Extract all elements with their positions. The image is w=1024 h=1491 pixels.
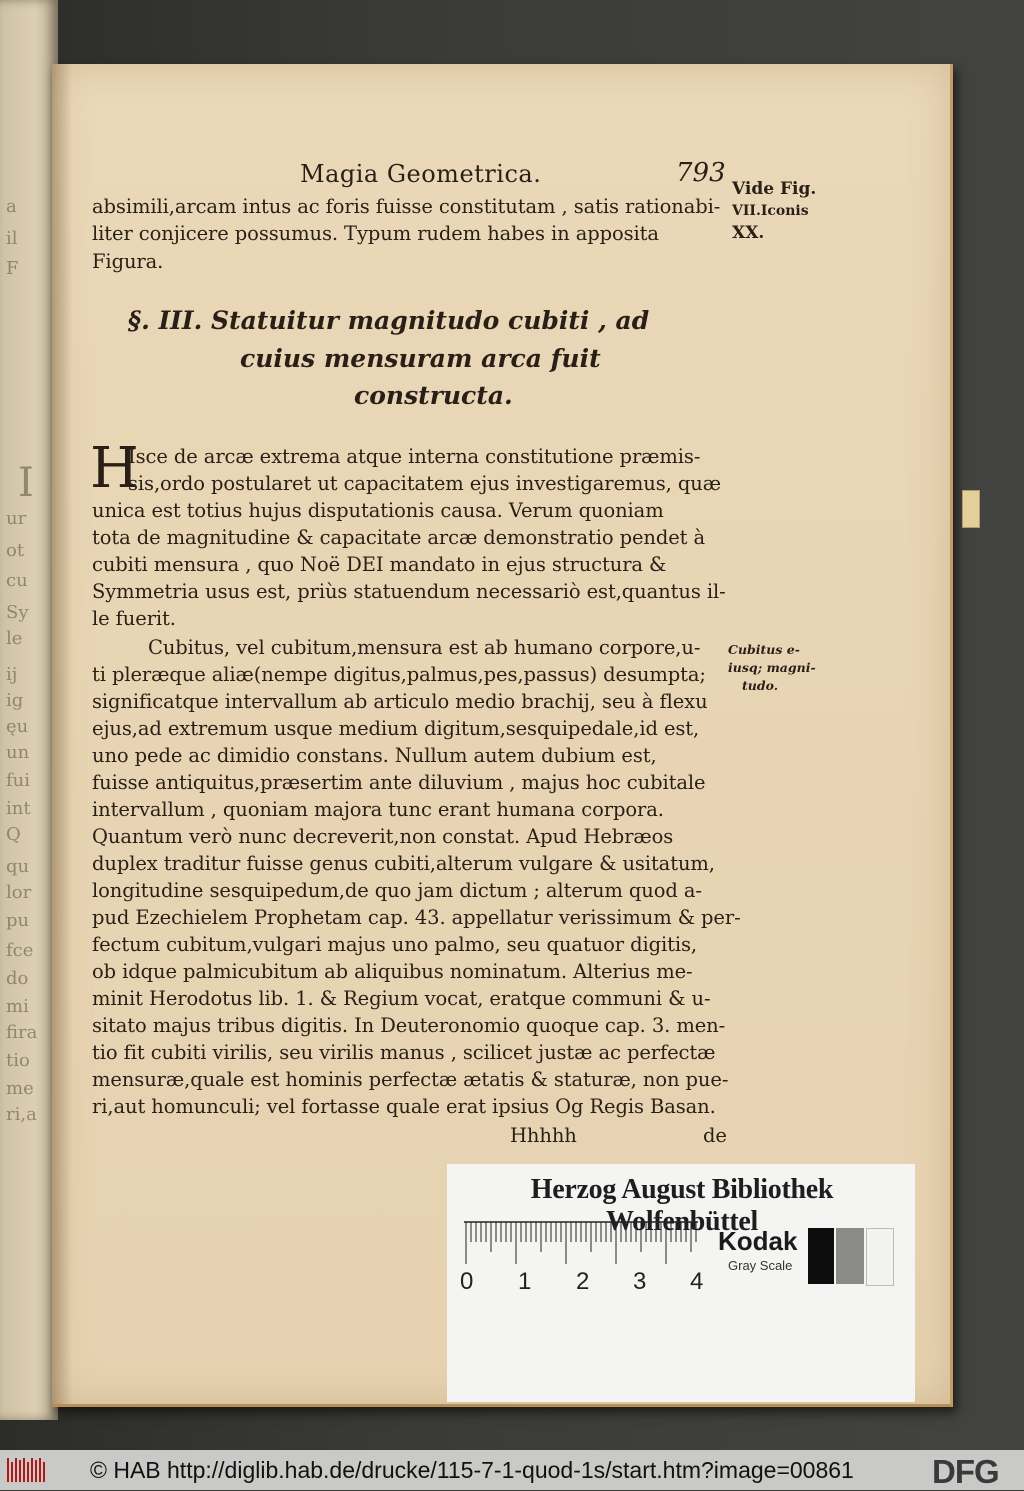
left-page-fragment: Sy (6, 602, 29, 623)
left-page-fragment: un (6, 742, 30, 763)
left-page-edge (0, 0, 58, 1420)
text-line: minit Herodotus lib. 1. & Regium vocat, eratque communi & u- (92, 987, 711, 1010)
text-line: mensuræ,quale est hominis perfectæ ætatis & staturæ, non pue- (92, 1068, 729, 1091)
text-line: sitato majus tribus digitis. In Deuteronomio quoque cap. 3. men- (92, 1014, 726, 1037)
left-page-fragment: il (6, 228, 18, 249)
text-line: tio fit cubiti virilis, seu virilis manus , scilicet justæ ac perfectæ (92, 1041, 716, 1064)
page-gutter-shadow (52, 64, 72, 1404)
section-heading: constructa. (354, 381, 513, 410)
library-name: Herzog August Bibliothek Wolfenbüttel (530, 1174, 834, 1237)
ruler-number: 3 (633, 1268, 647, 1295)
margin-reference-line: XX. (732, 223, 765, 243)
text-line: absimili,arcam intus ac foris fuisse constitutam , satis rationabi- (92, 195, 721, 218)
left-page-fragment: ur (6, 508, 27, 529)
gray-swatch-white (866, 1228, 894, 1286)
text-line: Figura. (92, 250, 164, 273)
text-line: uno pede ac dimidio constans. Nullum autem dubium est, (92, 744, 657, 767)
left-page-fragment: ęu (6, 716, 29, 737)
left-page-fragment: fui (6, 770, 31, 791)
left-page-fragment: qu (6, 856, 30, 877)
ruler-number: 1 (518, 1268, 532, 1295)
section-heading: cuius mensuram arca fuit (240, 344, 601, 373)
text-line: Symmetria usus est, priùs statuendum necessariò est,quantus il- (92, 580, 726, 603)
catchword-signature: Hhhhh (510, 1124, 577, 1147)
drop-capital: H (90, 436, 139, 501)
left-page-fragment: int (6, 798, 31, 819)
left-page-fragment: le (6, 628, 23, 649)
margin-figure-reference (732, 178, 832, 244)
left-page-fragment: fce (6, 940, 34, 961)
text-line: intervallum , quoniam majora tunc erant humana corpora. (92, 798, 664, 821)
side-note-line: Cubitus e- (728, 642, 800, 657)
barcode-icon (6, 1456, 46, 1484)
left-page-fragment: mi (6, 996, 29, 1017)
page-number: 793 (676, 158, 726, 188)
catchword: de (703, 1124, 727, 1147)
left-page-fragment: ot (6, 540, 25, 561)
text-line: tota de magnitudine & capacitate arcæ demonstratio pendet à (92, 526, 706, 549)
text-line: liter conjicere possumus. Typum rudem habes in apposita (92, 222, 659, 245)
left-page-fragment: lor (6, 882, 32, 903)
dfg-logo: DFG (932, 1453, 999, 1490)
left-page-fragment: ig (6, 690, 24, 711)
text-line: Cubitus, vel cubitum,mensura est ab humano corpore,u- (148, 636, 701, 659)
text-line: ti pleræque aliæ(nempe digitus,palmus,pes,passus) desumpta; (92, 663, 706, 686)
left-page-fragment: cu (6, 570, 28, 591)
text-line: Isce de arcæ extrema atque interna constitutione præmis- (128, 445, 701, 468)
text-line: le fuerit. (92, 607, 176, 630)
gray-swatch-black (808, 1228, 834, 1284)
text-line: cubiti mensura , quo Noë DEI mandato in ejus structura & (92, 553, 667, 576)
left-page-fragment: ri,a (6, 1104, 37, 1125)
text-line: ri,aut homunculi; vel fortasse quale erat ipsius Og Regis Basan. (92, 1095, 716, 1118)
ruler-number: 4 (690, 1268, 704, 1295)
left-page-fragment: I (18, 460, 34, 506)
margin-reference-line: VII.Iconis (732, 203, 809, 219)
left-page-fragment: pu (6, 910, 30, 931)
text-line: fectum cubitum,vulgari majus uno palmo, seu quatuor digitis, (92, 933, 698, 956)
left-page-fragment: tio (6, 1050, 30, 1071)
text-line: ejus,ad extremum usque medium digitum,sesquipedale,id est, (92, 717, 700, 740)
left-page-fragment: fira (6, 1022, 38, 1043)
left-page-fragment: ij (6, 664, 18, 685)
left-page-fragment: F (6, 258, 19, 279)
side-note-line: iusq; magni- (728, 660, 816, 675)
running-title: Magia Geometrica. (300, 160, 542, 188)
text-line: Quantum verò nunc decreverit,non constat. Apud Hebræos (92, 825, 674, 848)
left-page-fragment: do (6, 968, 29, 989)
gray-swatch-mid (836, 1228, 864, 1284)
text-line: duplex traditur fuisse genus cubiti,alterum vulgare & usitatum, (92, 852, 715, 875)
text-line: significatque intervallum ab articulo medio brachij, seu à flexu (92, 690, 708, 713)
margin-reference-line: Vide Fig. (732, 179, 817, 199)
left-page-fragment: me (6, 1078, 34, 1099)
section-heading: §. III. Statuitur magnitudo cubiti , ad (128, 306, 650, 335)
left-page-fragment: a (6, 196, 17, 217)
text-line: ob idque palmicubitum ab aliquibus nominatum. Alterius me- (92, 960, 693, 983)
page-tab-marker (962, 490, 980, 528)
scale-ruler (464, 1220, 698, 1270)
text-line: unica est totius hujus disputationis causa. Verum quoniam (92, 499, 664, 522)
gray-scale-label: Gray Scale (728, 1258, 793, 1273)
ruler-number: 0 (460, 1268, 474, 1295)
text-line: sis,ordo postularet ut capacitatem ejus investigaremus, quæ (128, 472, 721, 495)
ruler-number: 2 (576, 1268, 590, 1295)
kodak-brand: Kodak (718, 1226, 798, 1256)
footer-url[interactable]: © HAB http://diglib.hab.de/drucke/115-7-1-quod-1s/start.htm?image=00861 (90, 1457, 854, 1483)
text-line: pud Ezechielem Prophetam cap. 43. appellatur verissimum & per- (92, 906, 741, 929)
left-page-fragment: Q (6, 824, 21, 845)
text-line: fuisse antiquitus,præsertim ante diluvium , majus hoc cubitale (92, 771, 706, 794)
side-note-line: tudo. (742, 678, 779, 693)
text-line: longitudine sesquipedum,de quo jam dictum ; alterum quod a- (92, 879, 702, 902)
